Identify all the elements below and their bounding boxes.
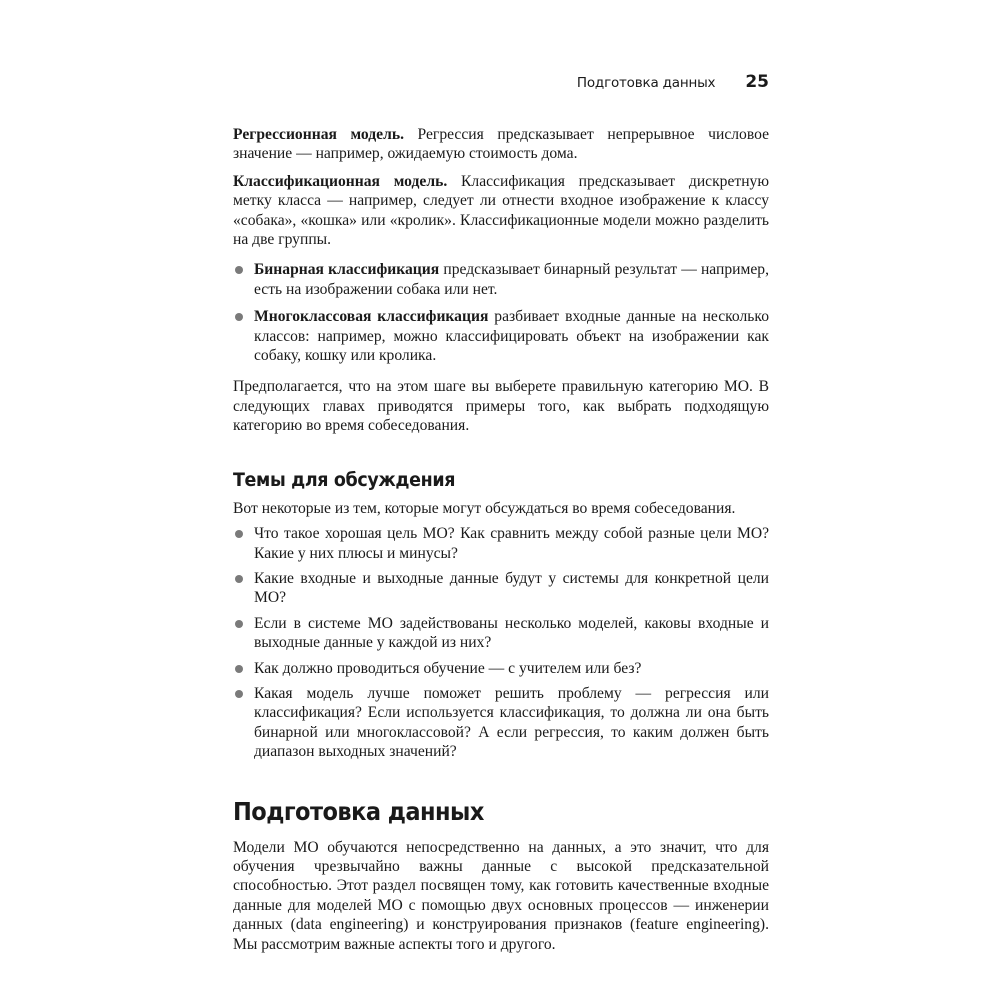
list-item-text: Что такое хорошая цель МО? Как сравнить между собой разные цели МО? Какие у них плюсы и минусы? [254,525,769,562]
section-heading: Подготовка данных [233,796,484,826]
bullet-icon [235,266,243,274]
list-item-term: Бинарная классификация [254,261,440,279]
list-item [233,524,769,563]
list-item-text: Если в системе МО задействованы несколько моделей, каковы входные и выходные данные у каждой из них? [254,614,769,652]
regression-text: Регрессия предсказывает непрерывное числовое значение — например, ожидаемую стоимость дома. [233,126,769,163]
assumption-paragraph: Предполагается, что на этом шаге вы выберете правильную категорию МО. В следующих главах приводятся примеры того, как выбрать подходящую категорию во время собеседования. [233,378,769,435]
bullet-icon [235,620,243,628]
bullet-icon [235,665,243,673]
running-title: Подготовка данных [576,75,716,91]
bullet-icon [235,575,243,583]
page-number: 25 [745,72,769,92]
list-item [233,614,769,653]
list-item-text: разбивает входные данные на несколько классов: например, можно классифицировать объект на изображении как собаку, кошку или кролика. [254,308,769,365]
list-item-text: предсказывает бинарный результат — например, есть на изображении собака или нет. [254,261,769,298]
classification-text: Классификация предсказывает дискретную метку класса — например, следует ли отнести входное изображение к классу «собака», «кошка» или «кролик». Классификационные модели можно разделить на две группы. [233,172,769,249]
regression-paragraph [233,125,769,164]
classification-term: Классификационная модель. [233,172,448,190]
book-page [233,0,769,1000]
list-item-text: Какая модель лучше поможет решить проблему — регрессия или классификация? Если используется классификация, то должна ли она быть бинарной или многоклассовой? А если регрессия, то каким должен быть диапазон выходных значений? [254,684,769,761]
classification-types-list [233,260,769,365]
discussion-topics-list [233,524,769,761]
discussion-heading: Темы для обсуждения [233,468,456,491]
list-item [233,569,769,608]
bullet-icon [235,530,243,538]
list-item [233,684,769,762]
discussion-intro: Вот некоторые из тем, которые могут обсуждаться во время собеседования. [233,499,736,517]
page-content [233,125,769,954]
list-item-term: Многоклассовая классификация [254,308,489,326]
regression-term: Регрессионная модель. [233,126,404,143]
list-item [233,659,769,678]
bullet-icon [235,313,243,321]
list-item-text: Какие входные и выходные данные будут у системы для конкретной цели МО? [254,569,769,607]
list-item [233,307,769,365]
data-preparation-paragraph: Модели МО обучаются непосредственно на данных, а это значит, что для обучения чрезвычайно важны данные с высокой предсказательной способностью. Этот раздел посвящен тому, как готовить качественные входные данные для моделей МО с помощью двух основных процессов — инженерии данных (data engineering) и конструирования признаков (feature engineering). Мы рассмотрим важные аспекты того и другого. [233,838,769,953]
classification-paragraph [233,172,769,250]
bullet-icon [235,690,243,698]
list-item-text: Как должно проводиться обучение — с учителем или без? [254,659,642,677]
list-item [233,260,769,299]
running-head [577,72,769,94]
